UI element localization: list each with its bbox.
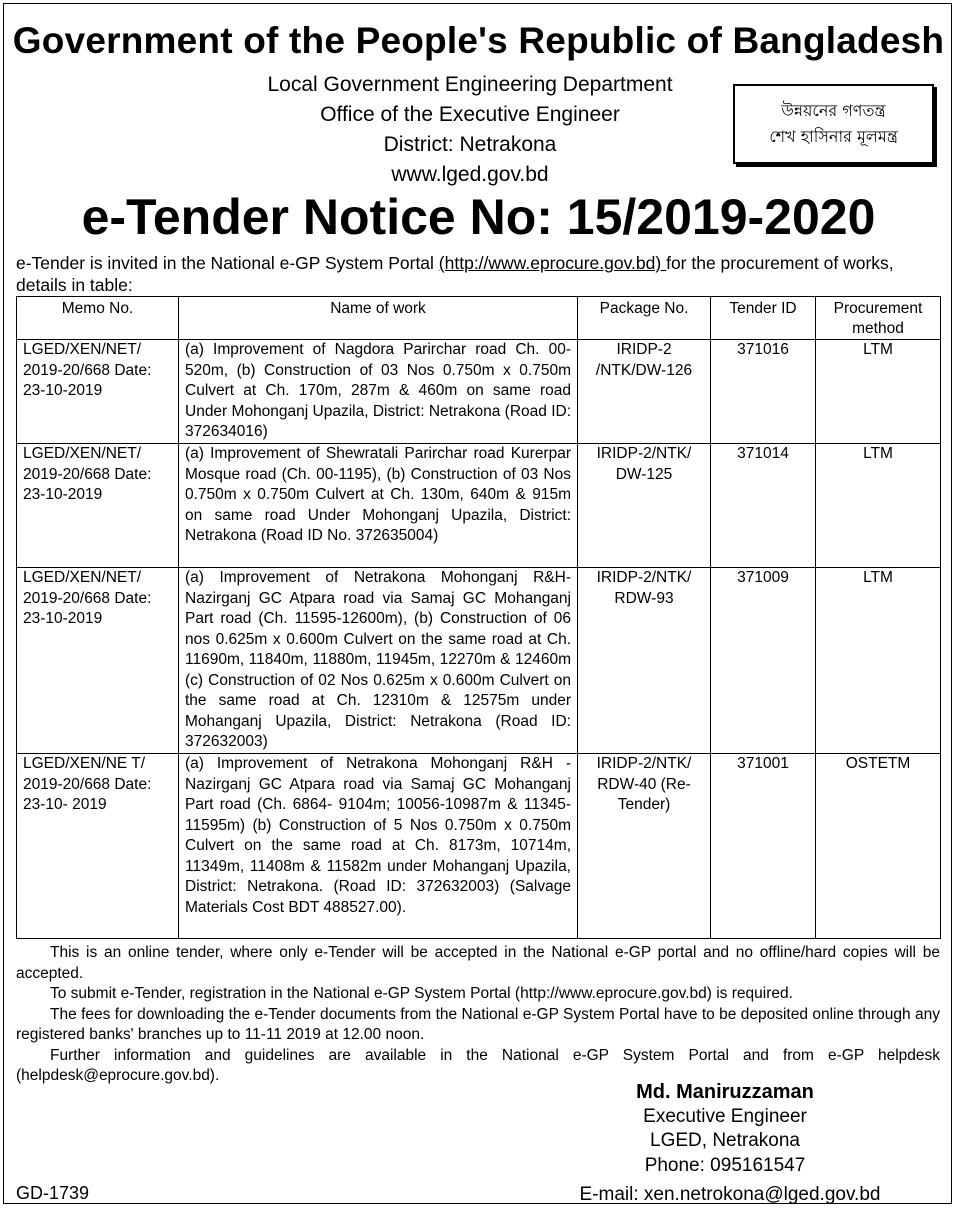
work-cell: (a) Improvement of Nagdora Parirchar road Ch. 00-520m, (b) Construction of 03 Nos 0.750m x 0.750m Culvert at Ch. 170m, 287m & 460m on same road Under Mohonganj Upazila, District: Netrakona (Road ID: 372634016) [179,340,578,444]
header-memo: Memo No. [17,297,179,340]
tender-table [16,296,941,939]
signatory-phone: Phone: 095161547 [644,1154,806,1176]
header-tender-id: Tender ID [711,297,816,340]
package-cell: IRIDP-2 /NTK/DW-126 [578,340,711,444]
method-cell: LTM [816,340,941,444]
memo-cell: LGED/XEN/NET/ 2019-20/668 Date: 23-10-2019 [17,568,179,754]
office-header [170,70,770,190]
notes-section [16,943,940,1087]
website-link[interactable]: www.lged.gov.bd [391,163,549,186]
slogan-line-1: উন্নয়নের গণতন্ত্র [781,101,886,120]
memo-cell: LGED/XEN/NE T/ 2019-20/668 Date: 23-10- 2019 [17,754,179,939]
slogan-box [733,84,934,164]
header-method: Procurement method [816,297,941,340]
package-cell: IRIDP-2/NTK/ DW-125 [578,444,711,568]
work-cell: (a) Improvement of Netrakona Mohonganj R&H-Nazirganj GC Atpara road via Samaj GC Mohanganj Part road (Ch. 11595-12600m), (b) Construction of 06 nos 0.625m x 0.600m Culvert on the same road at Ch. 11690m, 11840m, 11880m, 11945m, 12270m & 12460m (c) Construction of 02 Nos 0.625m x 0.600m Culvert on the same road at Ch. 12310m & 12575m under Mohanganj Upazila, District: Netrakona (Road ID: 372632003) [179,568,578,754]
header-work: Name of work [179,297,578,340]
method-cell: OSTETM [816,754,941,939]
slogan-line-2: শেখ হাসিনার মূলমন্ত্র [769,127,898,146]
package-cell: IRIDP-2/NTK/ RDW-40 (Re-Tender) [578,754,711,939]
department-name: Local Government Engineering Department [267,73,673,96]
memo-cell: LGED/XEN/NET/ 2019-20/668 Date: 23-10-2019 [17,340,179,444]
government-title: Government of the People's Republic of Bangladesh [12,20,945,61]
work-cell: (a) Improvement of Netrakona Mohonganj R&H - Nazirganj GC Atpara road via Samaj GC Mohanganj Part road (Ch. 6864- 9104m; 10056-10987m & 11345-11595m) (b) Construction of 5 Nos 0.750m x 0.750m Culvert on the same road at Ch. 8173m, 10714m, 11349m, 11408m & 11582m under Mohanganj Upazila, District: Netrakona. (Road ID: 372632003) (Salvage Materials Cost BDT 488527.00). [179,754,578,939]
district-name: District: Netrakona [383,133,557,156]
work-cell: (a) Improvement of Shewratali Parirchar road Kurerpar Mosque road (Ch. 00-1195), (b) Construction of 03 Nos 0.750m x 0.750m Culvert at Ch. 130m, 640m & 915m on same road Under Mohonganj Upazila, District: Netrakona (Road ID No. 372635004) [179,444,578,568]
tender-id-cell: 371001 [711,754,816,939]
office-name: Office of the Executive Engineer [320,103,620,126]
table-header-row [17,297,941,340]
method-cell: LTM [816,444,941,568]
note-fees: The fees for downloading the e-Tender documents from the National e-GP System Portal have to be deposited online through any registered banks' branches up to 11-11 2019 at 12.00 noon. [16,1005,940,1043]
memo-cell: LGED/XEN/NET/ 2019-20/668 Date: 23-10-2019 [17,444,179,568]
eprocure-link[interactable]: (http://www.eprocure.gov.bd) [438,253,667,273]
gd-code: GD-1739 [16,1183,90,1203]
method-cell: LTM [816,568,941,754]
intro-text: e-Tender is invited in the National e-GP System Portal [16,253,439,273]
signatory-office: LGED, Netrakona [650,1130,800,1151]
table-row [17,444,941,568]
package-cell: IRIDP-2/NTK/ RDW-93 [578,568,711,754]
intro-text-end: for the procurement of works, details in table: [16,253,894,295]
signatory-email[interactable]: E-mail: xen.netrokona@lged.gov.bd [579,1184,881,1205]
intro-paragraph [16,252,946,296]
signature-block [560,1080,890,1205]
table-row [17,568,941,754]
table-row [17,754,941,939]
signatory-name: Md. Maniruzzaman [636,1081,814,1103]
tender-id-cell: 371016 [711,340,816,444]
note-online-tender: This is an online tender, where only e-Tender will be accepted in the National e-GP portal and no offline/hard copies will be accepted. [16,944,940,982]
table-row [17,340,941,444]
tender-id-cell: 371014 [711,444,816,568]
notice-title: e-Tender Notice No: 15/2019-2020 [81,189,876,245]
header-package: Package No. [578,297,711,340]
note-registration: To submit e-Tender, registration in the National e-GP System Portal (http://www.eprocure.gov.bd) is required. [50,985,793,1002]
tender-id-cell: 371009 [711,568,816,754]
signatory-designation: Executive Engineer [643,1105,807,1127]
note-further-info: Further information and guidelines are available in the National e-GP System Portal and from e-GP helpdesk (helpdesk@eprocure.gov.bd). [16,1046,940,1084]
